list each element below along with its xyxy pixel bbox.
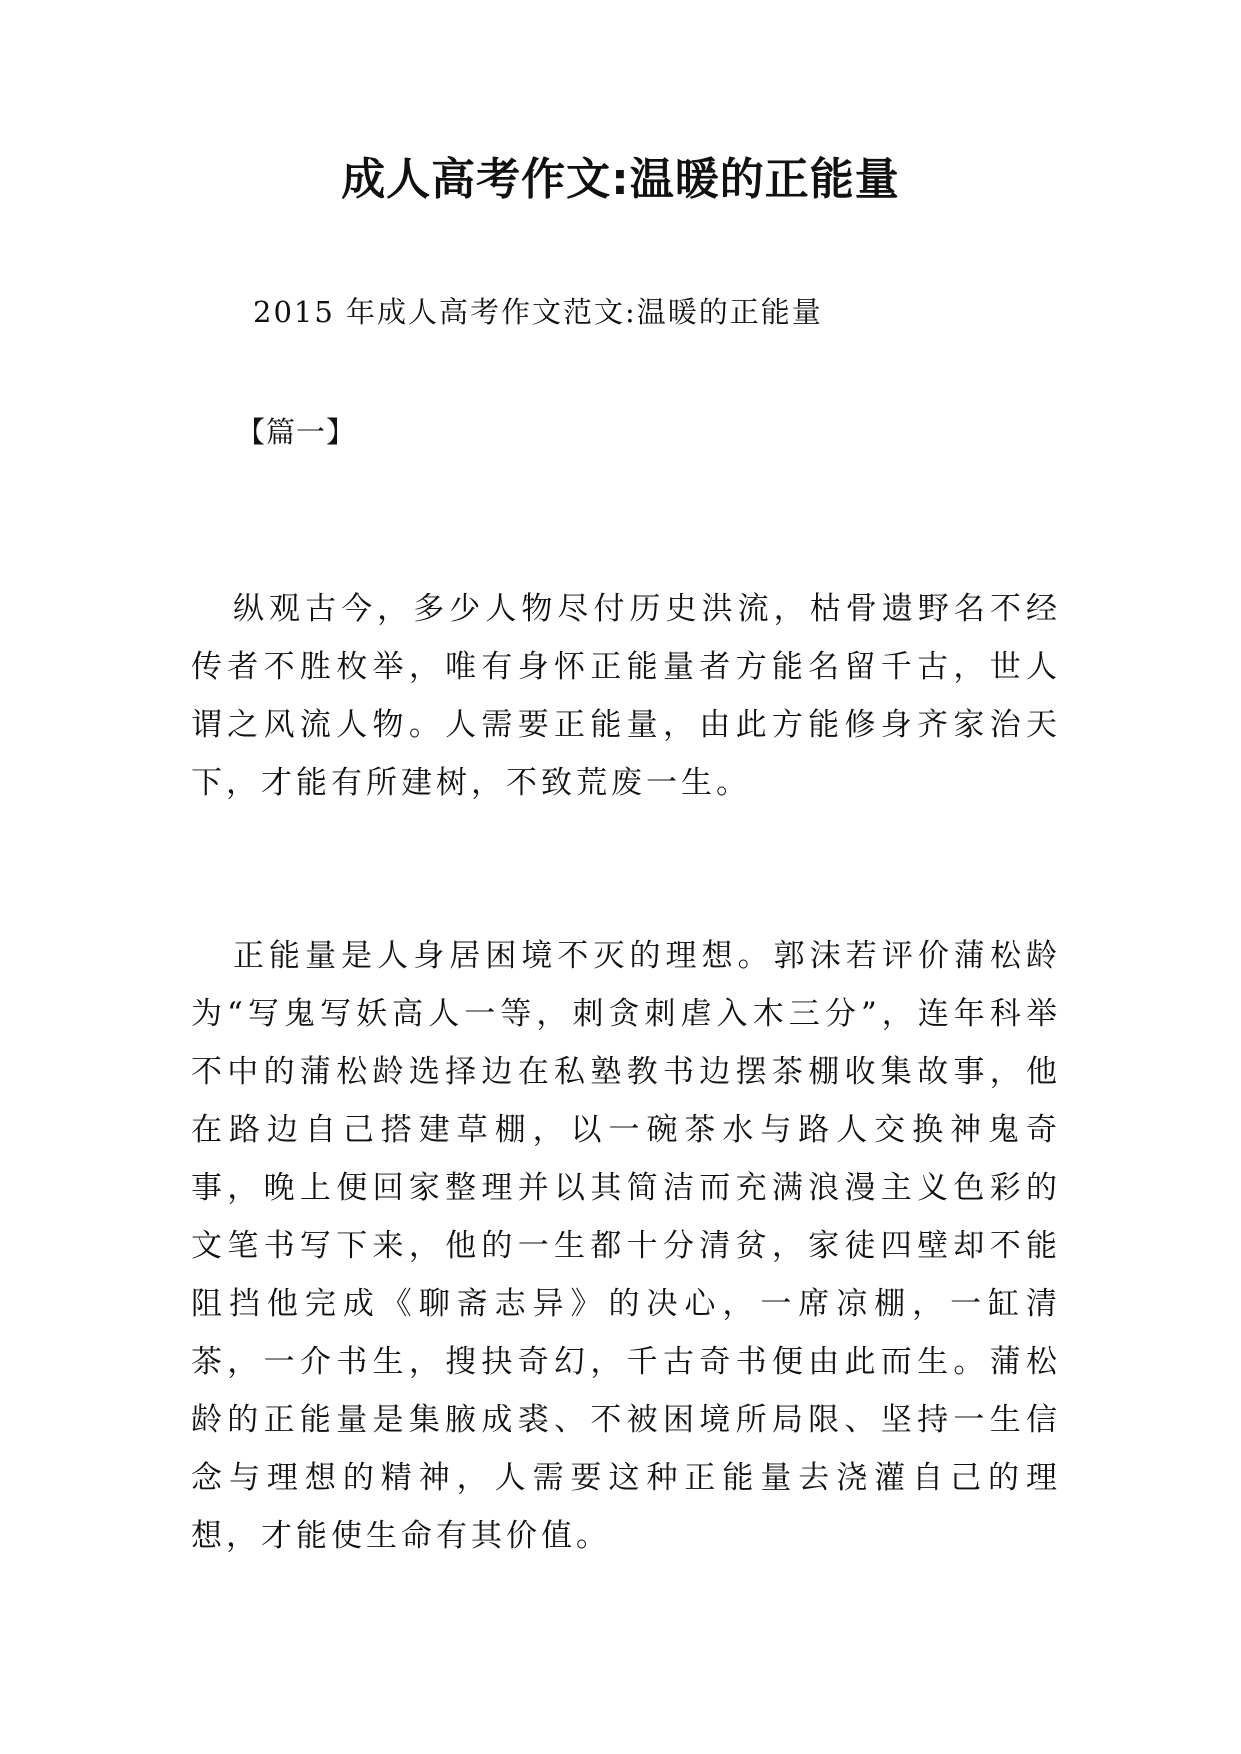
document-title: 成人高考作文:温暖的正能量 — [341, 154, 900, 205]
document-subtitle: 2015 年成人高考作文范文:温暖的正能量 — [253, 295, 823, 329]
paragraph-1: 纵观古今，多少人物尽付历史洪流，枯骨遗野名不经传者不胜枚举，唯有身怀正能量者方能名留千古，世人谓之风流人物。人需要正能量，由此方能修身齐家治天下，才能有所建树，不致荒废一生。 — [191, 591, 1061, 801]
paragraph-2: 正能量是人身居困境不灭的理想。郭沫若评价蒲松龄为“写鬼写妖高人一等，刺贪刺虐入木三分”，连年科举不中的蒲松龄选择边在私塾教书边摆茶棚收集故事，他在路边自己搭建草棚，以一碗茶水与路人交换神鬼奇事，晚上便回家整理并以其简洁而充满浪漫主义色彩的文笔书写下来，他的一生都十分清贫，家徒四壁却不能阻挡他完成《聊斋志异》的决心，一席凉棚，一缸清茶，一介书生，搜抉奇幻，千古奇书便由此而生。蒲松龄的正能量是集腋成裘、不被困境所局限、坚持一生信念与理想的精神，人需要这种正能量去浇灌自己的理想，才能使生命有其价值。 — [191, 938, 1061, 1554]
section-label: 【篇一】 — [236, 415, 357, 449]
